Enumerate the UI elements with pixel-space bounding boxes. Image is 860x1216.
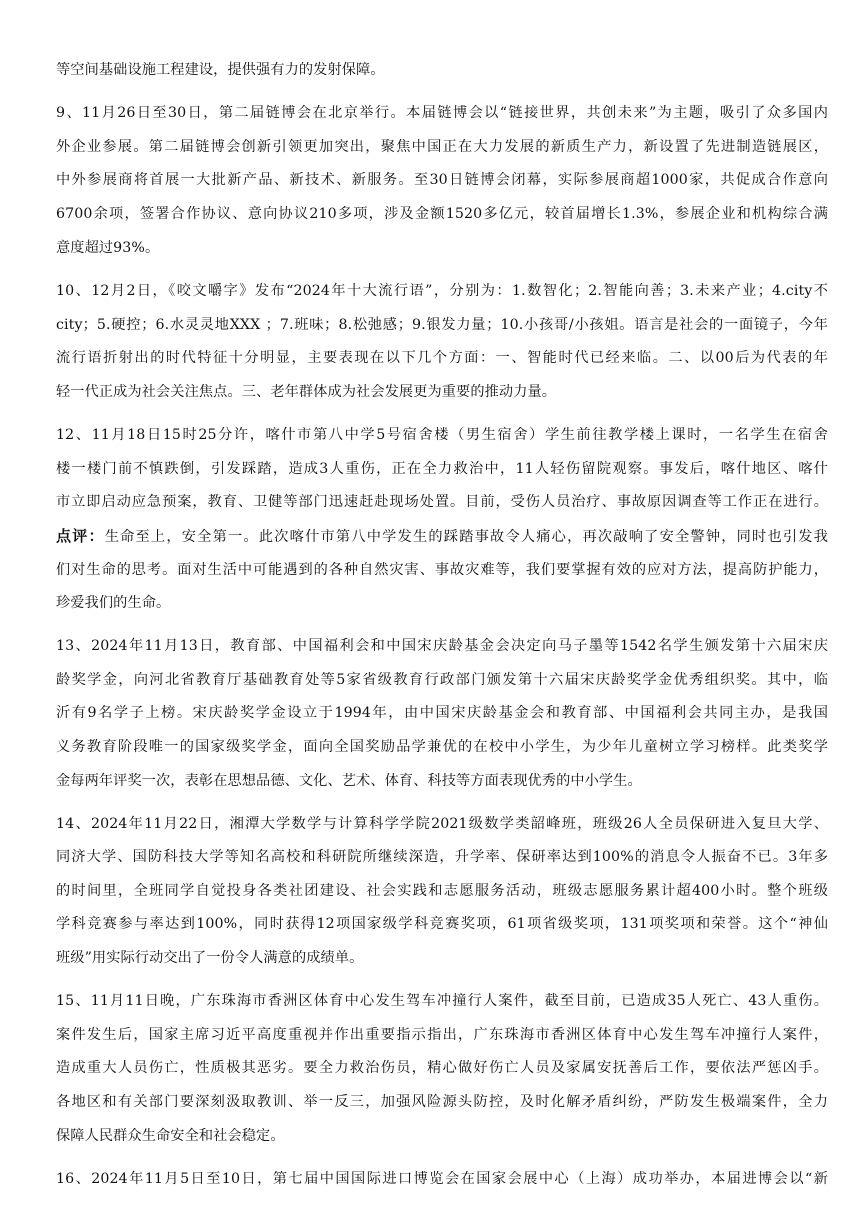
text-line: 13、2024年11月13日，教育部、中国福利会和中国宋庆龄基金会决定向马子墨等1542名学生颁发第十六届宋庆	[56, 638, 828, 654]
text-line: 金每两年评奖一次，表彰在思想品德、文化、艺术、体育、科技等方面表现优秀的中小学生。	[56, 773, 642, 789]
text-line: 同济大学、国防科技大学等知名高校和科研院所继续深造，升学率、保研率达到100%的消息令人振奋不已。3年多	[56, 849, 828, 865]
text-line: 们对生命的思考。面对生活中可能遇到的各种自然灾害、事故灾难等，我们要掌握有效的应对方法，提高防护能力，	[56, 562, 828, 578]
text-line: 15、11月11日晚，广东珠海市香洲区体育中心发生驾车冲撞行人案件，截至目前，已造成35人死亡、43人重伤。	[56, 993, 828, 1009]
text-line: 市立即启动应急预案，教育、卫健等部门迅速赶赴现场处置。目前，受伤人员治疗、事故原因调查等工作正在进行。	[56, 494, 828, 510]
text-line: 外企业参展。第二届链博会创新引领更加突出，聚焦中国正在大力发展的新质生产力，新设置了先进制造链展区，	[56, 139, 828, 155]
text-line: 意度超过93%。	[56, 240, 160, 256]
text-line: 流行语折射出的时代特征十分明显，主要表现在以下几个方面：一、智能时代已经来临。二、以00后为代表的年	[56, 350, 828, 366]
text-line: 中外参展商将首展一大批新产品、新技术、新服务。至30日链博会闭幕，实际参展商超1000家，共促成合作意向	[56, 172, 828, 188]
text-line: 珍爱我们的生命。	[56, 595, 171, 611]
text-line: 14、2024年11月22日，湘潭大学数学与计算科学学院2021级数学类韶峰班，班级26人全员保研进入复旦大学、	[56, 816, 828, 832]
text-line: 学科竞赛参与率达到100%，同时获得12项国家级学科竞赛奖项，61项省级奖项，131项奖项和荣誉。这个“神仙	[56, 916, 828, 932]
text-line: 16、2024年11月5日至10日，第七届中国国际进口博览会在国家会展中心（上海）成功举办，本届进博会以“新	[56, 1171, 828, 1187]
text-line: 12、11月18日15时25分许，喀什市第八中学5号宿舍楼（男生宿舍）学生前往教学楼上课时，一名学生在宿舍	[56, 427, 828, 443]
text-line: 各地区和有关部门要深刻汲取教训、举一反三，加强风险源头防控，及时化解矛盾纠纷，严防发生极端案件，全力	[56, 1094, 828, 1110]
comment-line	[56, 526, 828, 546]
text-line: 楼一楼门前不慎跌倒，引发踩踏，造成3人重伤，正在全力救治中，11人轻伤留院观察。事发后，喀什地区、喀什	[56, 461, 828, 477]
text-line: 案件发生后，国家主席习近平高度重视并作出重要指示指出，广东珠海市香洲区体育中心发生驾车冲撞行人案件，	[56, 1027, 828, 1043]
text-line: 10、12月2日，《咬文嚼字》发布“2024年十大流行语”，分别为：1.数智化；2.智能向善；3.未来产业；4.city不	[56, 283, 828, 299]
text-line: 班级”用实际行动交出了一份令人满意的成绩单。	[56, 950, 364, 966]
text-line: city；5.硬控；6.水灵灵地XXX ；7.班味；8.松弛感；9.银发力量；10.小孩哥/小孩姐。语言是社会的一面镜子，今年	[56, 317, 828, 333]
text-line: 义务教育阶段唯一的国家级奖学金，面向全国奖励品学兼优的在校中小学生，为少年儿童树立学习榜样。此类奖学	[56, 739, 828, 755]
comment-text: 生命至上，安全第一。此次喀什市第八中学发生的踩踏事故令人痛心，再次敲响了安全警钟，同时也引发我	[104, 529, 828, 545]
text-line: 保障人民群众生命安全和社会稳定。	[56, 1128, 285, 1144]
text-line: 9、11月26日至30日，第二届链博会在北京举行。本届链博会以“链接世界，共创未来”为主题，吸引了众多国内	[56, 105, 828, 121]
text-line: 龄奖学金，向河北省教育厅基础教育处等5家省级教育行政部门颁发第十六届宋庆龄奖学金优秀组织奖。其中，临	[56, 672, 828, 688]
text-line: 沂有9名学子上榜。宋庆龄奖学金设立于1994年，由中国宋庆龄基金会和教育部、中国福利会共同主办，是我国	[56, 705, 828, 721]
comment-label: 点评：	[56, 527, 105, 545]
text-line: 等空间基础设施工程建设，提供强有力的发射保障。	[56, 62, 385, 78]
text-line: 的时间里，全班同学自觉投身各类社团建设、社会实践和志愿服务活动，班级志愿服务累计超400小时。整个班级	[56, 883, 828, 899]
text-line: 造成重大人员伤亡，性质极其恶劣。要全力救治伤员，精心做好伤亡人员及家属安抚善后工作，要依法严惩凶手。	[56, 1060, 828, 1076]
text-line: 轻一代正成为社会关注焦点。三、老年群体成为社会发展更为重要的推动力量。	[56, 384, 557, 400]
text-line: 6700余项，签署合作协议、意向协议210多项，涉及金额1520多亿元，较首届增长1.3%，参展企业和机构综合满	[56, 206, 828, 222]
